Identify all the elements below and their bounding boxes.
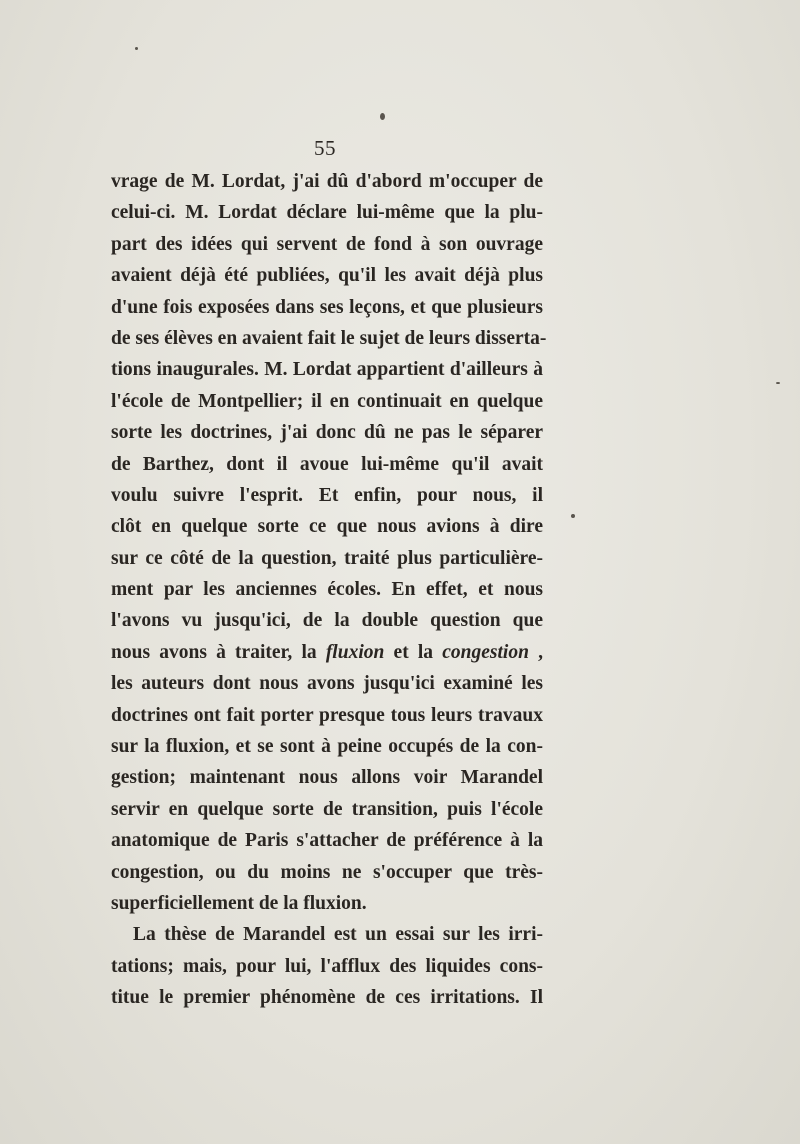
line-segment: , (528, 641, 544, 663)
line-segment: nous avons à traiter, la (111, 641, 326, 663)
text-line: avaient déjà été publiées, qu'il les avait déjà plus (111, 265, 543, 287)
text-line-with-italics (111, 637, 543, 668)
body-text (111, 166, 547, 1014)
page-number: 55 (314, 136, 336, 160)
paper-speck (380, 113, 385, 120)
paper-speck (776, 382, 780, 384)
text-line: tions inaugurales. M. Lordat appartient d'ailleurs à (111, 359, 543, 381)
paper-speck (571, 514, 575, 518)
text-line: La thèse de Marandel est un essai sur les irri- (133, 924, 543, 946)
text-line: l'école de Montpellier; il en continuait en quelque (111, 390, 543, 412)
paper-speck (135, 47, 138, 50)
text-line: clôt en quelque sorte ce que nous avions à dire (111, 516, 543, 538)
text-line: sorte les doctrines, j'ai donc dû ne pas le séparer (111, 422, 543, 444)
text-line: anatomique de Paris s'attacher de préférence à la (111, 830, 543, 852)
text-line: celui-ci. M. Lordat déclare lui-même que la plu- (111, 202, 543, 224)
text-line: congestion, ou du moins ne s'occuper que très- (111, 861, 543, 883)
line-segment: et la (384, 641, 443, 663)
italic-term-congestion: congestion (442, 641, 529, 663)
text-line: superficiellement de la fluxion. (111, 892, 367, 914)
text-line: voulu suivre l'esprit. Et enfin, pour nous, il (111, 484, 543, 506)
text-line: part des idées qui servent de fond à son ouvrage (111, 233, 543, 255)
text-line: l'avons vu jusqu'ici, de la double question que (111, 610, 543, 632)
text-line: de Barthez, dont il avoue lui-même qu'il avait (111, 453, 543, 475)
text-line: sur ce côté de la question, traité plus particulière- (111, 547, 543, 569)
text-line: gestion; maintenant nous allons voir Marandel (111, 767, 543, 789)
text-line: vrage de M. Lordat, j'ai dû d'abord m'occuper de (111, 171, 543, 192)
text-line: d'une fois exposées dans ses leçons, et que plusieurs (111, 296, 543, 318)
italic-term-fluxion: fluxion (325, 641, 385, 663)
text-line: de ses élèves en avaient fait le sujet de leurs disserta- (111, 327, 547, 349)
text-line: sur la fluxion, et se sont à peine occupés de la con- (111, 736, 543, 758)
text-line: ment par les anciennes écoles. En effet, et nous (111, 579, 543, 601)
text-line: servir en quelque sorte de transition, puis l'école (111, 798, 543, 820)
text-line: doctrines ont fait porter presque tous leurs travaux (111, 704, 543, 726)
text-line: titue le premier phénomène de ces irritations. Il (111, 987, 543, 1009)
text-line: tations; mais, pour lui, l'afflux des liquides cons- (111, 955, 543, 977)
text-line: les auteurs dont nous avons jusqu'ici examiné les (111, 673, 543, 695)
